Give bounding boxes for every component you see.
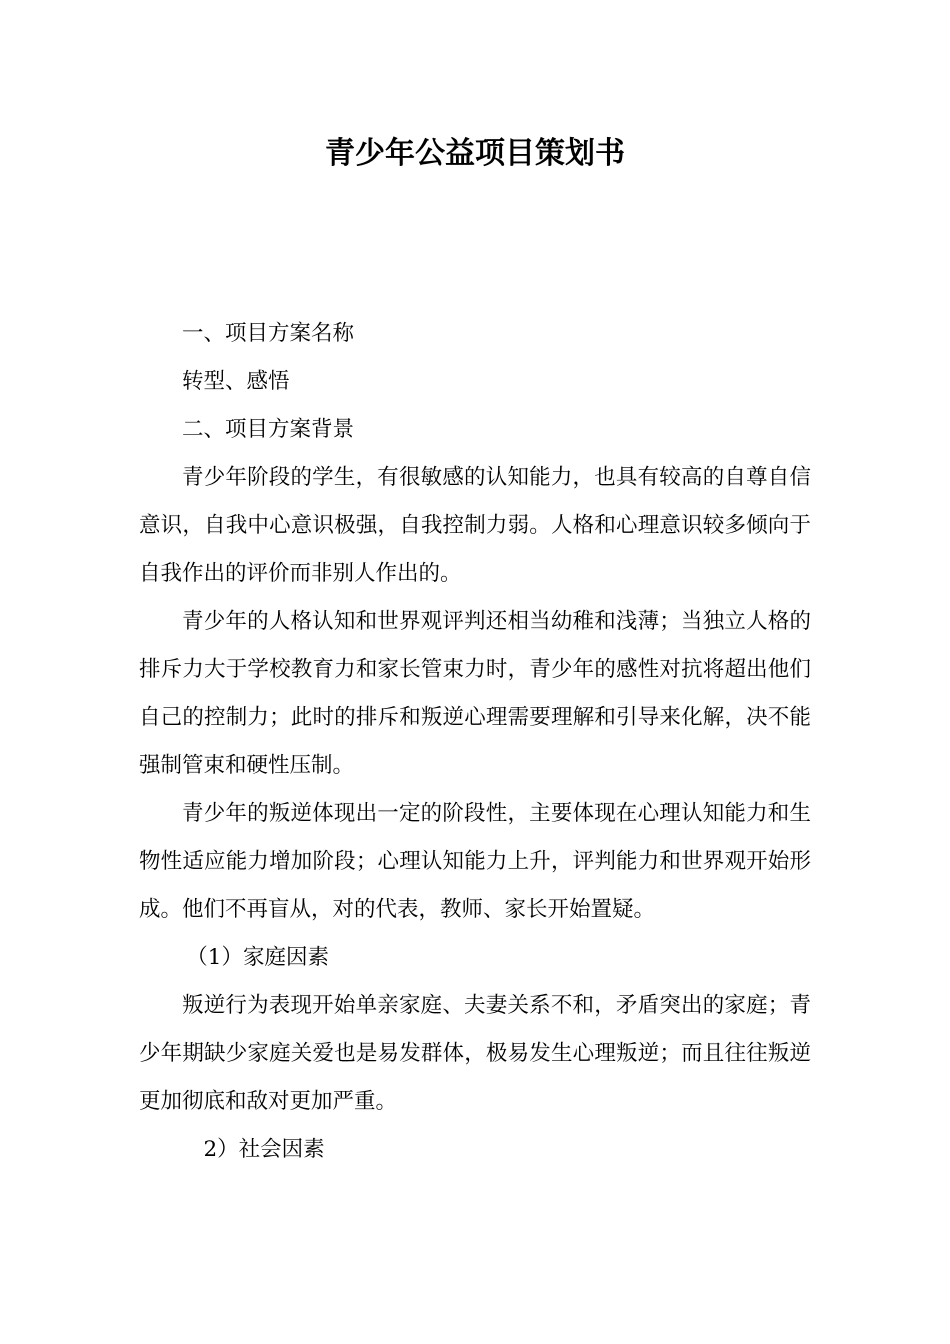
background-paragraph-3: 青少年的叛逆体现出一定的阶段性，主要体现在心理认知能力和生物性适应能力增加阶段；心理认知能力上升，评判能力和世界观开始形成。他们不再盲从，对的代表，教师、家长开始置疑。 (139, 801, 811, 922)
section-heading-background: 二、项目方案背景 (182, 417, 355, 442)
family-factors-paragraph: 叛逆行为表现开始单亲家庭、夫妻关系不和，矛盾突出的家庭；青少年期缺少家庭关爱也是易发群体，极易发生心理叛逆；而且往往叛逆更加彻底和敌对更加严重。 (139, 993, 811, 1114)
document-title: 青少年公益项目策划书 (325, 136, 625, 171)
background-paragraph-2: 青少年的人格认知和世界观评判还相当幼稚和浅薄；当独立人格的排斥力大于学校教育力和家长管束力时，青少年的感性对抗将超出他们自己的控制力；此时的排斥和叛逆心理需要理解和引导来化解，决不能强制管束和硬性压制。 (139, 609, 811, 778)
project-name-text: 转型、感悟 (182, 369, 290, 394)
subheading-social-factors: 2）社会因素 (203, 1137, 325, 1162)
background-paragraph-1: 青少年阶段的学生，有很敏感的认知能力，也具有较高的自尊自信意识，自我中心意识极强，自我控制力弱。人格和心理意识较多倾向于自我作出的评价而非别人作出的。 (139, 465, 811, 586)
document-body (139, 310, 811, 1174)
section-heading-project-name: 一、项目方案名称 (182, 321, 355, 346)
subheading-family-factors: （1）家庭因素 (186, 945, 329, 970)
